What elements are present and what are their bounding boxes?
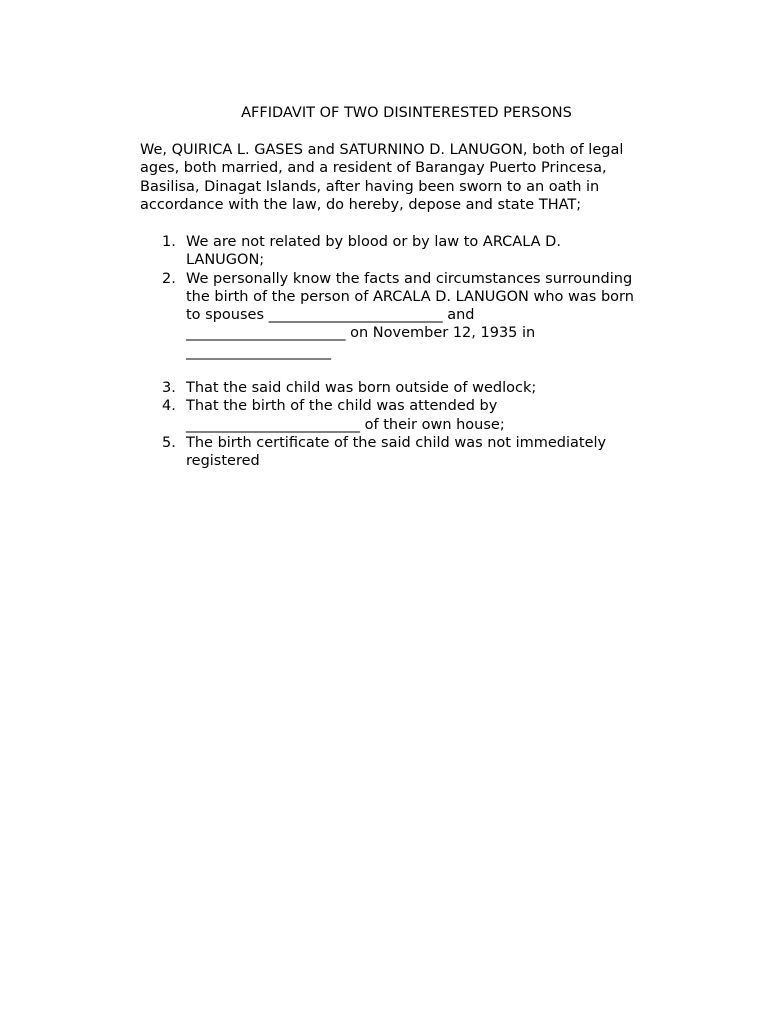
list-item-line: That the birth of the child was attended by [186, 398, 498, 415]
list-item [140, 233, 700, 270]
list-item-line: We personally know the facts and circumstances surrounding [186, 270, 633, 287]
list-item-number: 4. [162, 398, 176, 415]
list-item-line: ____________________ [186, 343, 331, 360]
list-item [140, 434, 700, 471]
statement-list [140, 233, 700, 471]
intro-paragraph [140, 141, 680, 214]
intro-line: Basilisa, Dinagat Islands, after having been sworn to an oath in [140, 178, 600, 195]
list-item-line: ______________________ on November 12, 1935 in [186, 325, 536, 342]
list-item [140, 397, 700, 434]
list-item-line: ________________________ of their own house; [186, 416, 505, 433]
list-item-number: 1. [162, 234, 176, 250]
list-item-line: We are not related by blood or by law to ARCALA D. [186, 234, 561, 250]
list-item-line: the birth of the person of ARCALA D. LANUGON who was born [186, 288, 634, 305]
list-item-number: 3. [162, 380, 176, 397]
list-item-number: 5. [162, 434, 176, 451]
list-item-line: registered [186, 453, 260, 470]
list-item-line: to spouses ________________________ and [186, 307, 475, 324]
intro-line: accordance with the law, do hereby, depose and state THAT; [140, 196, 582, 213]
intro-line: We, QUIRICA L. GASES and SATURNINO D. LANUGON, both of legal [140, 142, 624, 158]
list-item-number: 2. [162, 270, 176, 287]
list-item-line: The birth certificate of the said child was not immediately [186, 434, 607, 451]
list-item [140, 379, 700, 397]
intro-line: ages, both married, and a resident of Barangay Puerto Princesa, [140, 160, 607, 177]
list-item [140, 270, 700, 361]
list-item-line: LANUGON; [186, 252, 265, 269]
list-item-line: That the said child was born outside of wedlock; [186, 380, 537, 397]
document-title: AFFIDAVIT OF TWO DISINTERESTED PERSONS [241, 105, 572, 121]
